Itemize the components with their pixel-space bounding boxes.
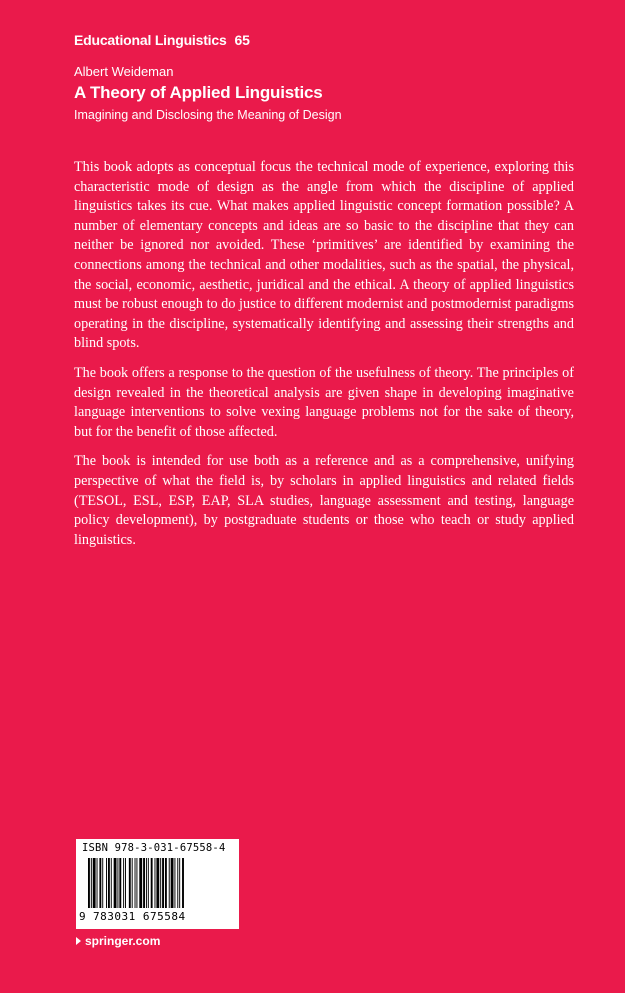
barcode-bar [156,858,159,908]
barcode-bars [88,858,234,910]
blurb-paragraph-2: The book offers a response to the question of the usefulness of theory. The principles of design revealed in the theoretical analysis are given shape in developing imaginative language interventions to solve vexing language problems not for the sake of theory, but for the benefit of those affected. [74,364,574,440]
barcode-bar [165,858,167,908]
barcode-bar [129,858,131,908]
barcode-bar [151,858,153,908]
barcode-bar [106,858,107,908]
barcode-bar [148,858,149,908]
barcode-bar [179,858,180,908]
barcode-bar [169,858,170,908]
publisher-url: springer.com [85,934,161,948]
barcode-bar [135,858,136,908]
barcode-bar [171,858,174,908]
barcode-bar [146,858,147,908]
barcode-bar [160,858,161,908]
barcode-bar [97,858,98,908]
barcode-bar [177,858,178,908]
barcode-bar [117,858,118,908]
barcode-bar [139,858,142,908]
isbn-barcode [76,839,239,929]
barcode-bar [143,858,145,908]
author-name: Albert Weideman [74,64,174,79]
series-line [74,32,250,48]
barcode-bar [119,858,121,908]
barcode-bar [88,858,90,908]
barcode-first-digit: 9 [79,910,86,923]
barcode-bar [155,858,156,908]
barcode-bar [162,858,164,908]
blurb [74,158,574,560]
barcode-bar [111,858,112,908]
barcode-bar [174,858,175,908]
barcode-bar [125,858,126,908]
book-subtitle: Imagining and Disclosing the Meaning of Design [74,108,342,122]
isbn-label: ISBN 978-3-031-67558-4 [82,842,226,854]
series-name: Educational Linguistics [74,32,227,48]
barcode-bar [114,858,117,908]
blurb-paragraph-1: This book adopts as conceptual focus the technical mode of experience, exploring this characteristic mode of design as the angle from which the discipline of applied linguistics takes its cue. What makes applied linguistic concept formation possible? A number of elementary concepts and ideas are so basic to the discipline that they can neither be ignored nor avoided. These ‘primitives’ are identified by examining the connections among the technical and other modalities, such as the spatial, the physical, the social, economic, aesthetic, juridical and the ethical. A theory of applied linguistics must be robust enough to do justice to different modernist and postmodernist paradigms operating in the discipline, systematically identifying and assessing their strengths and blind spots. [74,159,574,352]
blurb-paragraph-3: The book is intended for use both as a reference and as a comprehensive, unifying perspective of what the field is, by scholars in applied linguistics and related fields (TESOL, ESL, ESP, EAP, SLA studies, language assessment and testing, language policy development), by postgraduate students or those who teach or study applied linguistics. [74,453,574,548]
barcode-bar [132,858,133,908]
barcode-bar [136,858,137,908]
book-title: A Theory of Applied Linguistics [74,83,323,102]
barcode-bar [182,858,184,908]
barcode-digits: 783031 675584 [93,910,186,923]
barcode-bar [123,858,124,908]
series-volume: 65 [234,32,250,48]
barcode-bar [102,858,103,908]
barcode-bar [108,858,110,908]
publisher-link[interactable] [76,934,160,948]
barcode-bar [93,858,96,908]
barcode-bar [99,858,101,908]
triangle-right-icon [76,937,81,945]
barcode-bar [91,858,92,908]
